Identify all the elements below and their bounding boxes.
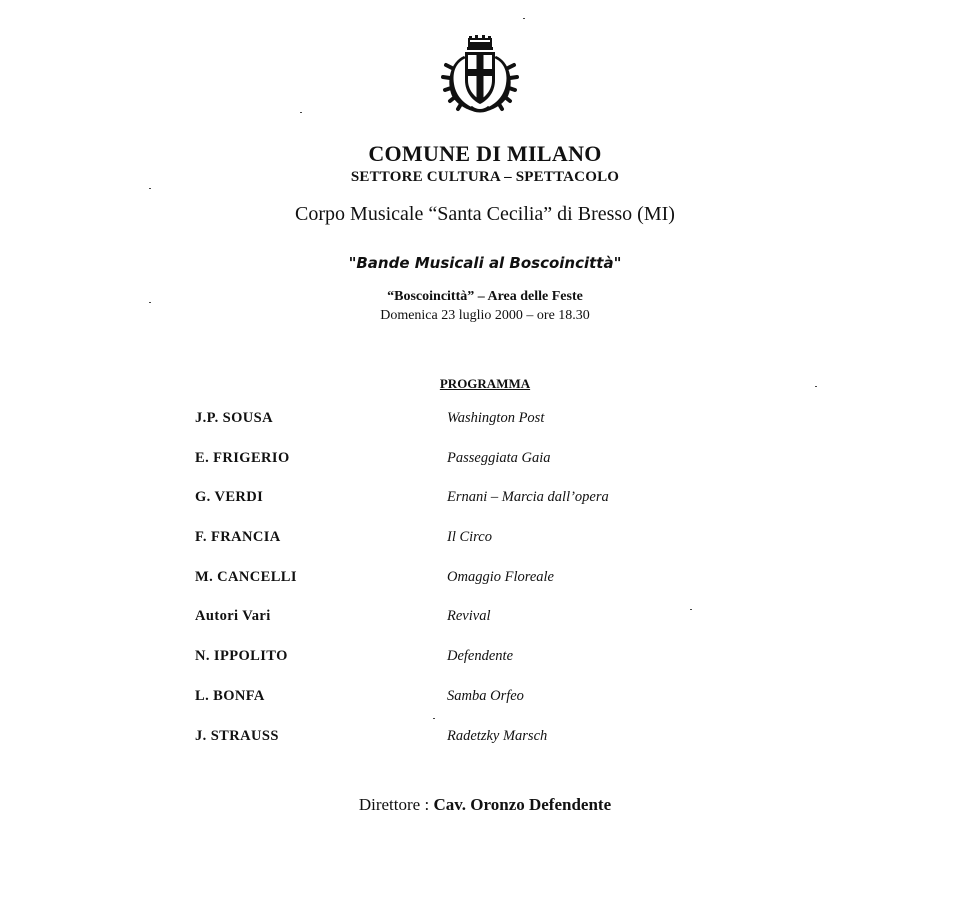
scan-speck: [523, 18, 525, 19]
program-row: [195, 489, 715, 529]
piece-title: Washington Post: [447, 410, 545, 426]
program-row: [195, 450, 715, 490]
scan-speck: [149, 302, 151, 303]
composer-name: F. FRANCIA: [195, 529, 281, 546]
piece-title: Defendente: [447, 648, 514, 665]
scan-speck: [815, 386, 817, 387]
director-line: [0, 795, 970, 815]
program-row: [195, 529, 715, 569]
municipality-title: COMUNE DI MILANO: [368, 141, 602, 166]
composer-name: G. VERDI: [195, 489, 264, 506]
program-list: [195, 410, 715, 767]
composer-name: N. IPPOLITO: [195, 648, 288, 665]
piece-title: Omaggio Floreale: [447, 568, 554, 585]
piece-title: Samba Orfeo: [447, 687, 524, 704]
milan-coat-of-arms-icon: [438, 34, 522, 118]
composer-name: M. CANCELLI: [195, 568, 297, 585]
event-date-time: Domenica 23 luglio 2000 – ore 18.30: [380, 308, 590, 323]
composer-name: Autori Vari: [195, 608, 271, 625]
scan-speck: [300, 112, 302, 113]
program-heading: PROGRAMMA: [439, 376, 531, 391]
program-row: [195, 728, 715, 768]
piece-title: Il Circo: [447, 529, 492, 546]
scan-speck: [149, 188, 151, 189]
scan-speck: [690, 609, 692, 610]
composer-name: J.P. SOUSA: [195, 410, 274, 426]
scan-speck: [433, 718, 435, 719]
composer-name: E. FRIGERIO: [195, 449, 290, 466]
composer-name: J. STRAUSS: [195, 727, 279, 744]
piece-title: Passeggiata Gaia: [447, 449, 551, 466]
department-subtitle: SETTORE CULTURA – SPETTACOLO: [350, 169, 620, 185]
program-row: [195, 688, 715, 728]
event-title: "Bande Musicali al Boscoincittà": [348, 254, 622, 272]
program-row: [195, 410, 715, 450]
program-row: [195, 569, 715, 609]
director-name: Cav. Oronzo Defendente: [433, 795, 612, 814]
event-venue: “Boscoincittà” – Area delle Feste: [387, 289, 583, 304]
ensemble-name: Corpo Musicale “Santa Cecilia” di Bresso (MI): [295, 203, 675, 225]
director-label: Direttore :: [358, 795, 430, 814]
piece-title: Revival: [447, 608, 491, 625]
program-row: [195, 608, 715, 648]
piece-title: Ernani – Marcia dall’opera: [447, 489, 609, 506]
piece-title: Radetzky Marsch: [447, 727, 548, 744]
composer-name: L. BONFA: [195, 687, 265, 704]
program-row: [195, 648, 715, 688]
